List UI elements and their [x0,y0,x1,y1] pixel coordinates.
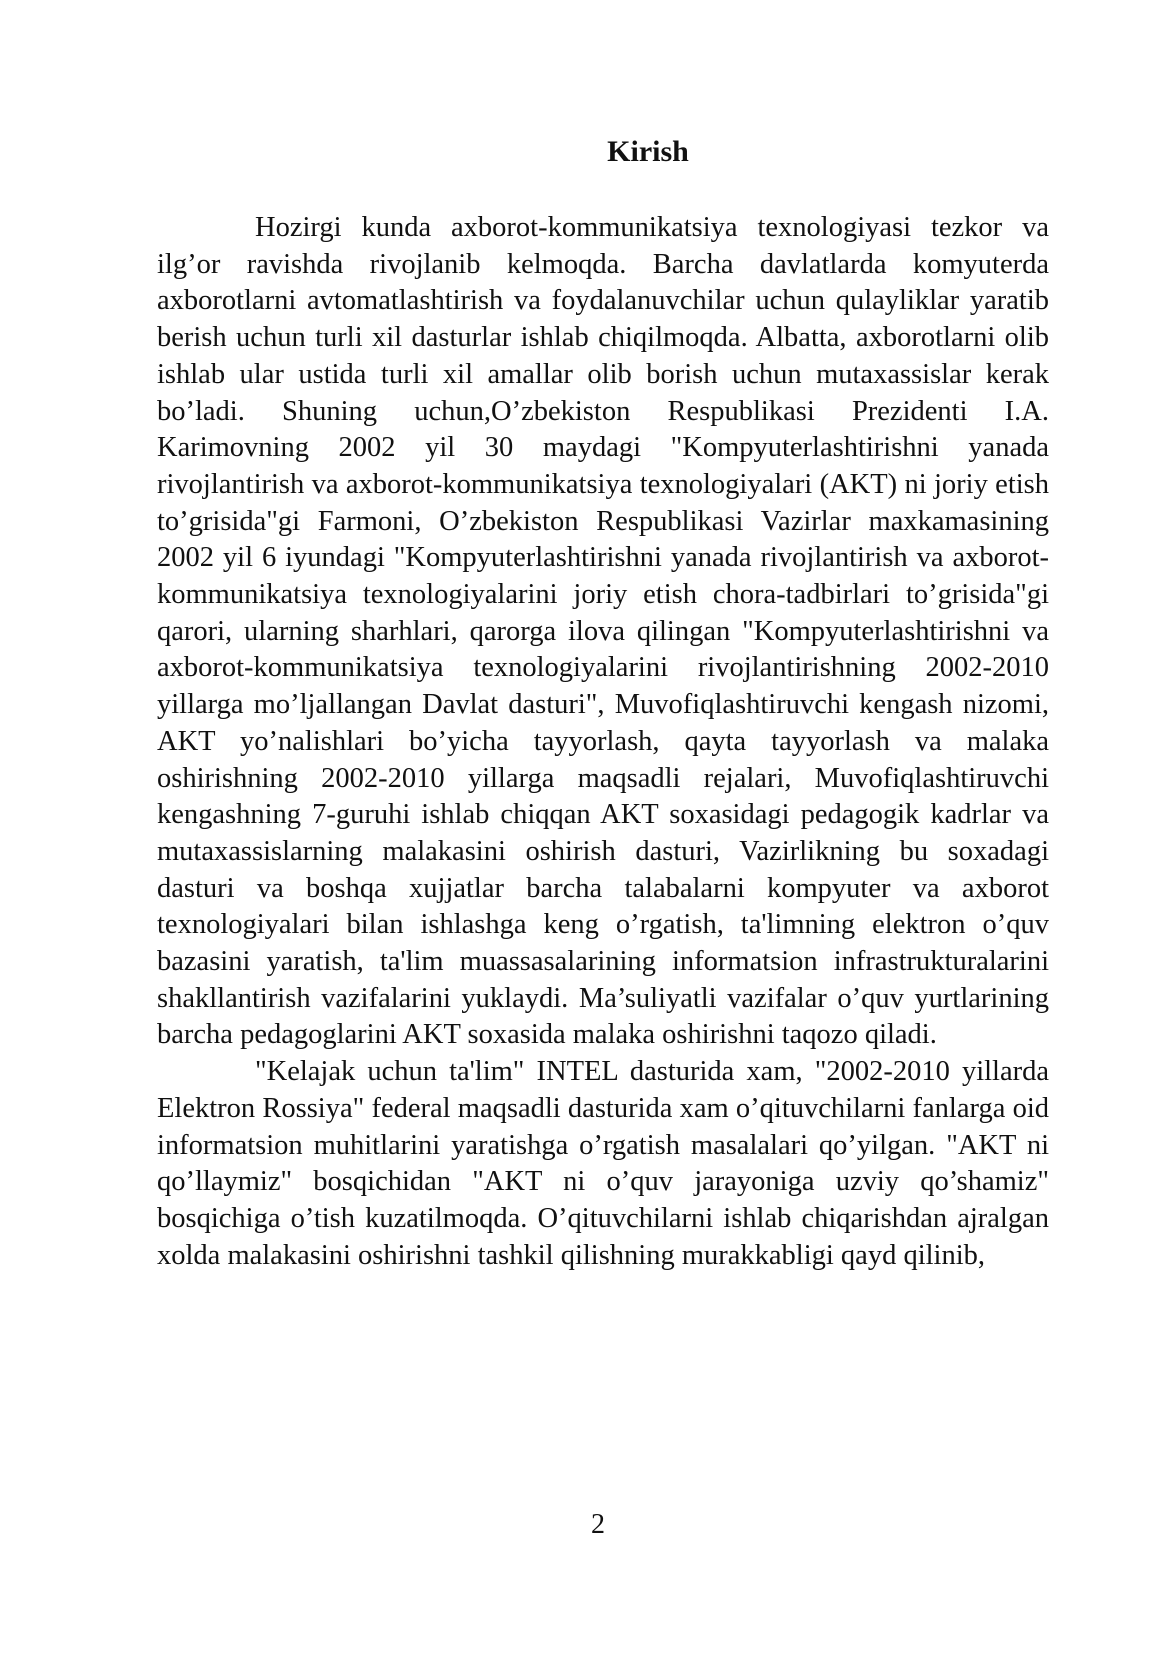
paragraph-intro: Hozirgi kunda axborot-kommunikatsiya texnologiyasi tezkor va ilg’or ravishda rivojlanib kelmoqda. Barcha davlatlarda komyuterda axborotlarni avtomatlashtirish va foydalanuvchilar uchun qulayliklar yaratib berish uchun turli xil dasturlar ishlab chiqilmoqda. Albatta, axborotlarni olib ishlab ular ustida turli xil amallar olib borish uchun mutaxassislar kerak bo’ladi. Shuning uchun,O’zbekiston Respublikasi Prezidenti I.A. Karimovning 2002 yil 30 maydagi "Kompyuterlashtirishni yanada rivojlantirish va axborot-kommunikatsiya texnologiyalari (AKT) ni joriy etish to’grisida"gi Farmoni, O’zbekiston Respublikasi Vazirlar maxkamasining 2002 yil 6 iyundagi "Kompyuterlashtirishni yanada rivojlantirish va axborot-kommunikatsiya texnologiyalarini joriy etish chora-tadbirlari to’grisida"gi qarori, ularning sharhlari, qarorga ilova qilingan "Kompyuterlashtirishni va axborot-kommunikatsiya texnologiyalarini rivojlantirishning 2002-2010 yillarga mo’ljallangan Davlat dasturi", Muvofiqlashtiruvchi kengash nizomi, AKT yo’nalishlari bo’yicha tayyorlash, qayta tayyorlash va malaka oshirishning 2002-2010 yillarga maqsadli rejalari, Muvofiqlashtiruvchi kengashning 7-guruhi ishlab chiqqan AKT soxasidagi pedagogik kadrlar va mutaxassislarning malakasini oshirish dasturi, Vazirlikning bu soxadagi dasturi va boshqa xujjatlar barcha talabalarni kompyuter va axborot texnologiyalari bilan ishlashga keng o’rgatish, ta'limning elektron o’quv bazasini yaratish, ta'lim muassasalarining informatsion infrastrukturalarini shakllantirish vazifalarini yuklaydi. Ma’suliyatli vazifalar o’quv yurtlarining barcha pedagoglarini AKT soxasida malaka oshirishni taqozo qiladi. [157,212,1049,1051]
page-number: 2 [591,1509,605,1540]
body-text [157,210,1049,1274]
paragraph-intel: "Kelajak uchun ta'lim" INTEL dasturida xam, "2002-2010 yillarda Elektron Rossiya" federal maqsadli dasturida xam o’qituvchilarni fanlarga oid informatsion muhitlarini yaratishga o’rgatish masalalari qo’yilgan. "AKT ni qo’llaymiz" bosqichidan "AKT ni o’quv jarayoniga uzviy qo’shamiz" bosqichiga o’tish kuzatilmoqda. O’qituvchilarni ishlab chiqarishdan ajralgan xolda malakasini oshirishni tashkil qilishning murakkabligi qayd qilinib, [157,1056,1049,1271]
page-title: Kirish [607,135,689,168]
